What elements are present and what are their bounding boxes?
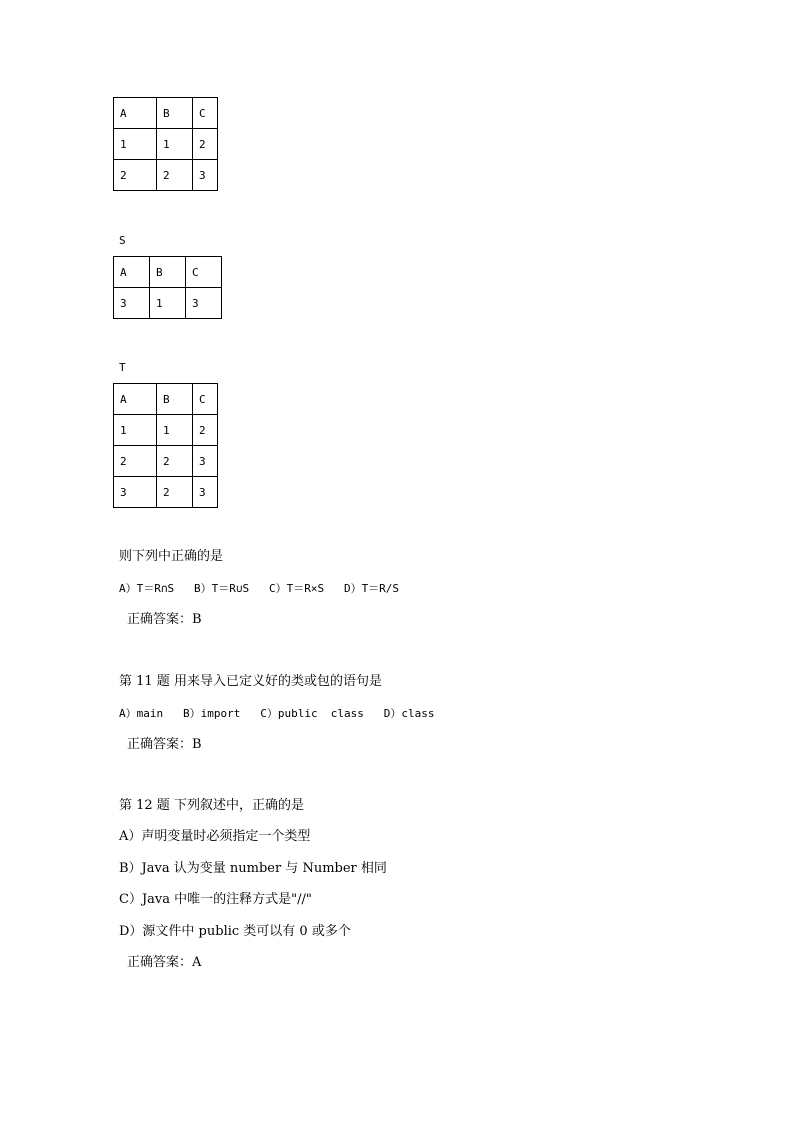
table-row (114, 288, 222, 319)
question-stem: 第 12 题 下列叙述中，正确的是 (119, 798, 304, 813)
correct-answer: 正确答案：A (127, 955, 202, 970)
table-cell: B (157, 384, 193, 415)
table-cell: C (186, 257, 222, 288)
relation-s-label: S (119, 234, 126, 247)
table-row (114, 446, 218, 477)
table-cell: 2 (157, 160, 193, 191)
table-row (114, 415, 218, 446)
table-cell: 1 (157, 129, 193, 160)
correct-answer: 正确答案：B (127, 612, 202, 627)
table-cell: 2 (157, 446, 193, 477)
question-options: A）T＝R∩S B）T＝R∪S C）T＝R×S D）T＝R/S (119, 582, 400, 595)
table-cell: 2 (193, 415, 218, 446)
table-cell: 1 (157, 415, 193, 446)
table-cell: A (114, 98, 157, 129)
table-cell: 3 (114, 477, 157, 508)
table-row (114, 477, 218, 508)
table-row (114, 129, 218, 160)
question-options: A）main B）import C）public class D）class (119, 707, 435, 720)
relation-t-label: T (119, 361, 126, 374)
relation-s-table (113, 256, 222, 319)
table-cell: 2 (157, 477, 193, 508)
table-row (114, 98, 218, 129)
table-cell: 1 (114, 129, 157, 160)
question-option-b: B）Java 认为变量 number 与 Number 相同 (119, 861, 387, 876)
table-cell: 2 (114, 160, 157, 191)
correct-answer: 正确答案：B (127, 737, 202, 752)
table-row (114, 384, 218, 415)
table-cell: 3 (193, 160, 218, 191)
table-cell: A (114, 384, 157, 415)
table-row (114, 257, 222, 288)
table-cell: 3 (193, 446, 218, 477)
table-cell: 3 (114, 288, 150, 319)
table-cell: C (193, 384, 218, 415)
question-stem: 则下列中正确的是 (119, 549, 224, 564)
table-cell: 3 (193, 477, 218, 508)
table-cell: A (114, 257, 150, 288)
table-cell: 3 (186, 288, 222, 319)
relation-t-table (113, 383, 218, 508)
table-cell: 2 (193, 129, 218, 160)
table-cell: C (193, 98, 218, 129)
table-cell: 1 (150, 288, 186, 319)
table-row (114, 160, 218, 191)
question-option-c: C）Java 中唯一的注释方式是"//" (119, 892, 312, 907)
table-cell: B (150, 257, 186, 288)
table-cell: B (157, 98, 193, 129)
question-stem: 第 11 题 用来导入已定义好的类或包的语句是 (119, 674, 382, 689)
question-option-a: A）声明变量时必须指定一个类型 (119, 829, 311, 844)
question-option-d: D）源文件中 public 类可以有 0 或多个 (119, 924, 351, 939)
table-cell: 1 (114, 415, 157, 446)
relation-r-table (113, 97, 218, 191)
table-cell: 2 (114, 446, 157, 477)
